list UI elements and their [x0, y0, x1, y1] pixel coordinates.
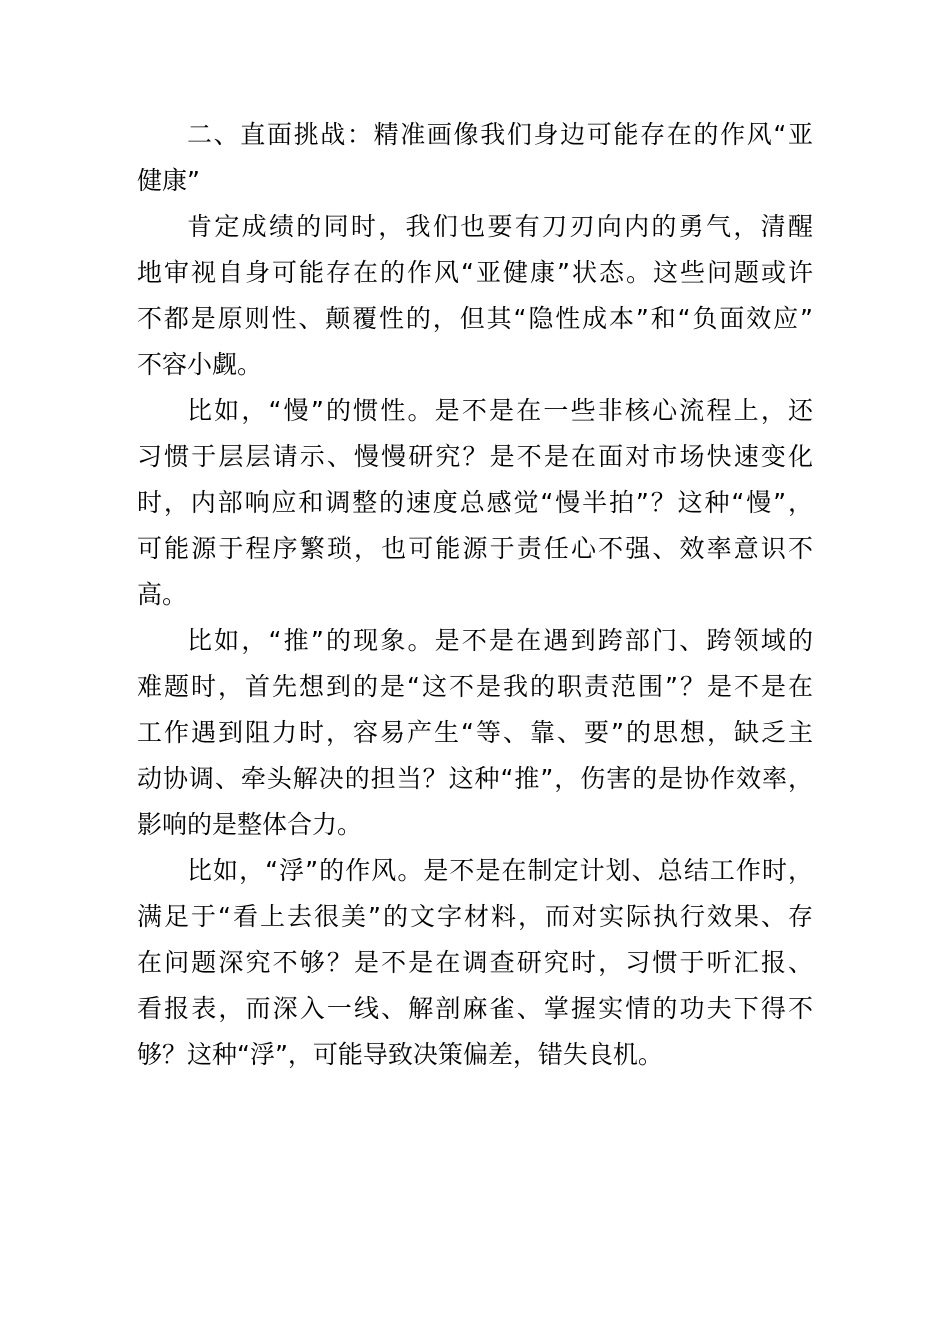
text-line: 高。 [137, 580, 188, 609]
text-line: 看报表，而深入一线、解剖麻雀、掌握实情的功夫下得不 [137, 994, 813, 1023]
text-line: 比如，“慢”的惯性。是不是在一些非核心流程上，还 [187, 396, 813, 425]
text-line: 比如，“推”的现象。是不是在遇到跨部门、跨领域的 [187, 626, 813, 655]
text-line: 够？这种“浮”，可能导致决策偏差，错失良机。 [137, 1040, 663, 1069]
text-line: 肯定成绩的同时，我们也要有刀刃向内的勇气，清醒 [187, 212, 813, 241]
paragraph-overview [137, 204, 813, 388]
text-line: 时，内部响应和调整的速度总感觉“慢半拍”？这种“慢”， [137, 488, 813, 517]
text-line: 不都是原则性、颠覆性的，但其“隐性成本”和“负面效应” [137, 304, 813, 333]
paragraph-fu-style [137, 848, 813, 1078]
document-text-block [137, 112, 813, 1078]
text-line: 工作遇到阻力时，容易产生“等、靠、要”的思想，缺乏主 [137, 718, 813, 747]
text-line: 影响的是整体合力。 [137, 810, 363, 839]
text-line: 比如，“浮”的作风。是不是在制定计划、总结工作时， [187, 856, 813, 885]
text-line: 不容小觑。 [137, 350, 263, 379]
heading-line: 健康” [137, 166, 200, 195]
text-line: 动协调、牵头解决的担当？这种“推”，伤害的是协作效率， [137, 764, 813, 793]
paragraph-man-inertia [137, 388, 813, 618]
text-line: 难题时，首先想到的是“这不是我的职责范围”？是不是在 [137, 672, 813, 701]
heading-line: 二、直面挑战：精准画像我们身边可能存在的作风“亚 [187, 120, 813, 149]
text-line: 习惯于层层请示、慢慢研究？是不是在面对市场快速变化 [137, 442, 813, 471]
text-line: 满足于“看上去很美”的文字材料，而对实际执行效果、存 [137, 902, 813, 931]
text-line: 在问题深究不够？是不是在调查研究时，习惯于听汇报、 [137, 948, 813, 977]
text-line: 地审视自身可能存在的作风“亚健康”状态。这些问题或许 [137, 258, 813, 287]
paragraph-tui-phenomenon [137, 618, 813, 848]
text-line: 可能源于程序繁琐，也可能源于责任心不强、效率意识不 [137, 534, 813, 563]
section-heading [137, 112, 813, 204]
